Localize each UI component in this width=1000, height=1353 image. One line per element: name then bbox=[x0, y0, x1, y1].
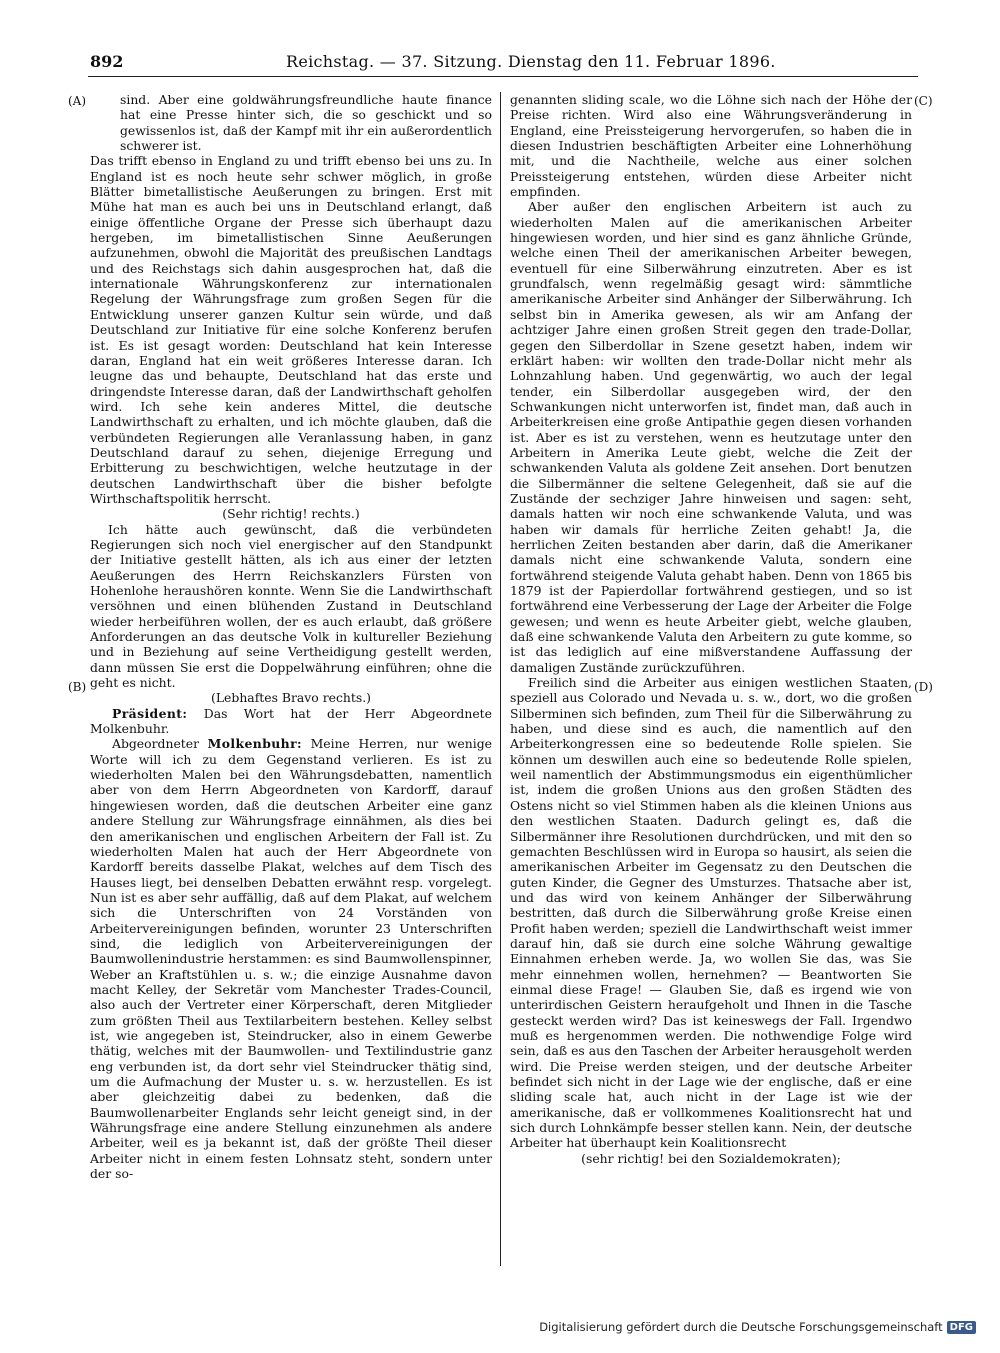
right-paragraph-1: genannten sliding scale, wo die Löhne sich nach der Höhe der Preise richten. Wird also eine Währungsveränderung in England, eine Preissteigerung hervorgerufen, so haben die in diesen Industrien beschäftigten Arbeiter eine Lohnerhöhung mit, und die Nachtheile, welche aus einer solchen Preissteigerung entstehen, würden diese Arbeiter nicht empfinden. bbox=[510, 92, 912, 200]
president-statement bbox=[90, 706, 492, 737]
footer-text: Digitalisierung gefördert durch die Deutsche Forschungsgemeinschaft bbox=[539, 1320, 943, 1334]
dfg-logo: DFG bbox=[947, 1321, 976, 1334]
speech-text: Meine Herren, nur wenige Worte will ich zu dem Gegenstand verlieren. Es ist zu wiederholten Malen bei den Währungsdebatten, namentlich aber von dem Herrn Abgeordneten von Kardorff, darauf hingewiesen worden, daß die deutschen Arbeiter eine ganz andere Stellung zur Währungsfrage einnähmen, als dies bei den amerikanischen und englischen Arbeitern der Fall ist. Zu wiederholten Malen hat auch der Herr Abgeordnete von Kardorff bereits dasselbe Plakat, welches auf dem Tisch des Hauses liegt, bei denselben Debatten erwähnt resp. vorgelegt. Nun ist es aber sehr auffällig, daß auf dem Plakat, auf welchem sich die Unterschriften von 24 Vorständen von Arbeitervereinigungen befinden, worunter 23 Unterschriften sind, die lediglich von Arbeitervereinigungen der Baumwollenindustrie herstammen: es sind Baumwollenspinner, Weber an Kraftstühlen u. s. w.; die einzige Ausnahme davon macht Kelley, der Sekretär vom Manchester Trades-Council, also auch der Vertreter einer Körperschaft, deren Mitglieder zum größten Theil aus Textilarbeitern bestehen. Kelley selbst ist, wie angegeben ist, Steindrucker, also in einem Gewerbe thätig, welches mit der Baumwollen- und Textilindustrie ganz eng verbunden ist, da dort sehr viel Steindrucker thätig sind, um die Aufmachung der Muster u. s. w. herzustellen. Es ist aber gleichzeitig dabei zu bedenken, daß die Baumwollenarbeiter Englands sehr leicht geneigt sind, in der Währungsfrage eine andere Stellung einzunehmen als andere Arbeiter, weil es ja bekannt ist, daß der größte Theil dieser Arbeiter nicht in einem festen Lohnsatz steht, sondern unter der so- bbox=[90, 736, 492, 1182]
margin-marker-d: (D) bbox=[914, 680, 933, 694]
margin-marker-c: (C) bbox=[914, 94, 933, 108]
page-number: 892 bbox=[90, 52, 124, 71]
footer-credit bbox=[539, 1320, 976, 1334]
left-paragraph-2: Das trifft ebenso in England zu und trifft ebenso bei uns zu. In England ist es noch heute sehr schwer möglich, in große Blätter bimetallistische Aeußerungen zu bringen. Erst mit Mühe hat man es auch bei uns in Deutschland erlangt, daß einige öffentliche Organe der Presse sich überhaupt dazu hergeben, im bimetallistischen Sinne Aeußerungen aufzunehmen, obwohl die Majorität des preußischen Landtags und des Reichstags sich dahin ausgesprochen hat, daß die internationale Währungskonferenz zur internationalen Regelung der Währungsfrage zum großen Segen für die Entwicklung unserer ganzen Kultur sein würde, und daß Deutschland zur Initiative für eine solche Konferenz berufen ist. Es ist gesagt worden: Deutschland hat kein Interesse daran, England hat ein weit größeres Interesse daran. Ich leugne das und behaupte, Deutschland hat das erste und dringendste Interesse daran, daß der Landwirthschaft geholfen wird. Ich sehe kein anderes Mittel, die deutsche Landwirthschaft zu erhalten, und ich möchte glauben, daß die verbündeten Regierungen alle Veranlassung haben, in ganz Deutschland darauf zu sehen, diejenige Erregung und Erbitterung zu beschwichtigen, welche heutzutage in der deutschen Landwirthschaft über die bisher befolgte Wirthschaftspolitik herrscht. bbox=[90, 153, 492, 506]
column-divider bbox=[500, 92, 501, 1266]
interjection-sehr-richtig: (Sehr richtig! rechts.) bbox=[222, 506, 360, 522]
interjection-sozialdemokraten: (sehr richtig! bei den Sozialdemokraten); bbox=[581, 1150, 841, 1166]
left-paragraph-1: sind. Aber eine goldwährungsfreundliche haute finance hat eine Presse hinter sich, die so geschickt und so gewissenlos ist, daß der Kampf mit ihr ein außerordentlich schwerer ist. bbox=[120, 92, 492, 154]
right-column bbox=[510, 92, 912, 1166]
page-header bbox=[88, 50, 918, 77]
right-paragraph-3: Freilich sind die Arbeiter aus einigen westlichen Staaten, speziell aus Colorado und Nevada u. s. w., dort, wo die großen Silberminen sich befinden, zum Theil für die Silberwährung zu haben, und diese sind es auch, die namentlich auf den Arbeiterkongressen eine so bedeutende Rolle spielen. Sie können um deswillen auch eine so bedeutende Rolle spielen, weil namentlich der Abstimmungsmodus ein eigenthümlicher ist, indem die großen Unions aus den großen Städten des Ostens nicht so viel Stimmen haben als die kleinen Unions aus den westlichen Staaten. Dadurch gelingt es, daß die Silbermänner ihre Resolutionen durchdrücken, und mit den so gemachten Beschlüssen wird in Europa so hausirt, als seien die amerikanischen Arbeiter im Gegensatz zu den Deutschen die guten Kinder, die Gegner des Umsturzes. Thatsache aber ist, und das wird von keinem Anhänger der Silberwährung bestritten, daß durch die Silberwährung große Kreise einen Profit haben werden; speziell die Landwirthschaft weist immer darauf hin, daß sie durch eine solche Währung gewaltige Einnahmen erheben werde. Ja, wo wollen Sie das, was Sie mehr einnehmen wollen, hernehmen? — Beantworten Sie einmal diese Frage! — Glauben Sie, daß es irgend wie von unterirdischen Geistern heraufgeholt und Ihnen in die Tasche gesteckt werden wird? Das ist keineswegs der Fall. Irgendwo muß es hergenommen werden. Die nothwendige Folge wird sein, daß es aus den Taschen der Arbeiter herausgeholt werden wird. Die Preise werden steigen, und der deutsche Arbeiter befindet sich nicht in der Lage wie der englische, daß er eine sliding scale hat, auch nicht in der Lage ist wie der amerikanische, daß er vollkommenes Koalitionsrecht hat und sich durch Lohnkämpfe besser stellen kann. Nein, der deutsche Arbeiter hat überhaupt kein Koalitionsrecht bbox=[510, 675, 912, 1151]
speaker-prefix: Abgeordneter bbox=[112, 736, 200, 752]
president-text: Das Wort hat der Herr Abgeordnete Molkenbuhr. bbox=[90, 705, 492, 737]
molkenbuhr-speech bbox=[90, 736, 492, 1181]
running-title: Reichstag. — 37. Sitzung. Dienstag den 11. Februar 1896. bbox=[286, 52, 776, 71]
left-paragraph-3: Ich hätte auch gewünscht, daß die verbündeten Regierungen sich noch viel energischer auf den Standpunkt der Initiative gestellt hätten, als ich aus einer der letzten Aeußerungen des Herrn Reichskanzlers Fürsten von Hohenlohe heraushören konnte. Wenn Sie die Landwirthschaft versöhnen und einen blühenden Zustand in Deutschland wieder herbeiführen wollen, der es auch erlaubt, daß größere Anforderungen an das deutsche Volk in kultureller Beziehung und in Beziehung auf seine Vertheidigung gestellt werden, dann müssen Sie erst die Doppelwährung einführen; ohne die geht es nicht. bbox=[90, 521, 492, 691]
speaker-name: Molkenbuhr: bbox=[207, 736, 302, 752]
margin-marker-b: (B) bbox=[68, 680, 87, 694]
president-label: Präsident: bbox=[112, 705, 188, 721]
margin-marker-a: (A) bbox=[68, 94, 87, 108]
right-paragraph-2: Aber außer den englischen Arbeitern ist auch zu wiederholten Malen auf die amerikanischen Arbeiter hingewiesen worden, und hier sind es ganz ähnliche Gründe, welche einen Theil der amerikanischen Arbeiter bewegen, eventuell für eine Silberwährung einzutreten. Aber es ist grundfalsch, wenn regelmäßig gesagt wird: sämmtliche amerikanische Arbeiter sind Anhänger der Silberwährung. Ich selbst bin in Amerika gewesen, als wir am Anfang der achtziger Jahre einen großen Streit gegen den trade-Dollar, gegen den Silberdollar in Szene gesetzt haben, indem wir erklärt haben: wir wollten den trade-Dollar nicht mehr als Lohnzahlung haben. Und gegenwärtig, wo auch der legal tender, ein Silberdollar ausgegeben wird, der den Schwankungen nicht unterworfen ist, findet man, daß auch in Arbeiterkreisen eine große Antipathie gegen diesen vorhanden ist. Aber es ist zu verstehen, wenn es heutzutage unter den Arbeitern in Amerika Leute giebt, welche die Zeit der schwankenden Valuta als goldene Zeit ansehen. Dort benutzen die Silbermänner die seltene Gelegenheit, daß sie auf die Zustände der sechziger Jahre hinweisen und sagen: seht, damals hatten wir noch eine schwankende Valuta, und was haben wir damals für herrliche Zeiten gehabt! Ja, die herrlichen Zeiten bestanden aber darin, daß die Amerikaner damals nicht eine schwankende Valuta, sondern eine fortwährend steigende Valuta gehabt haben. Denn von 1865 bis 1879 ist der Papierdollar fortwährend gestiegen, und so ist fortwährend eine Verbesserung der Lage der Arbeiter die Folge gewesen; und wenn es heute Arbeiter giebt, welche glauben, daß eine schwankende Valuta den Arbeitern zu gute komme, so ist das lediglich auf eine mißverstandene Auffassung der damaligen Zustände zurückzuführen. bbox=[510, 199, 912, 675]
left-column bbox=[90, 92, 492, 1181]
interjection-bravo: (Lebhaftes Bravo rechts.) bbox=[211, 690, 371, 706]
